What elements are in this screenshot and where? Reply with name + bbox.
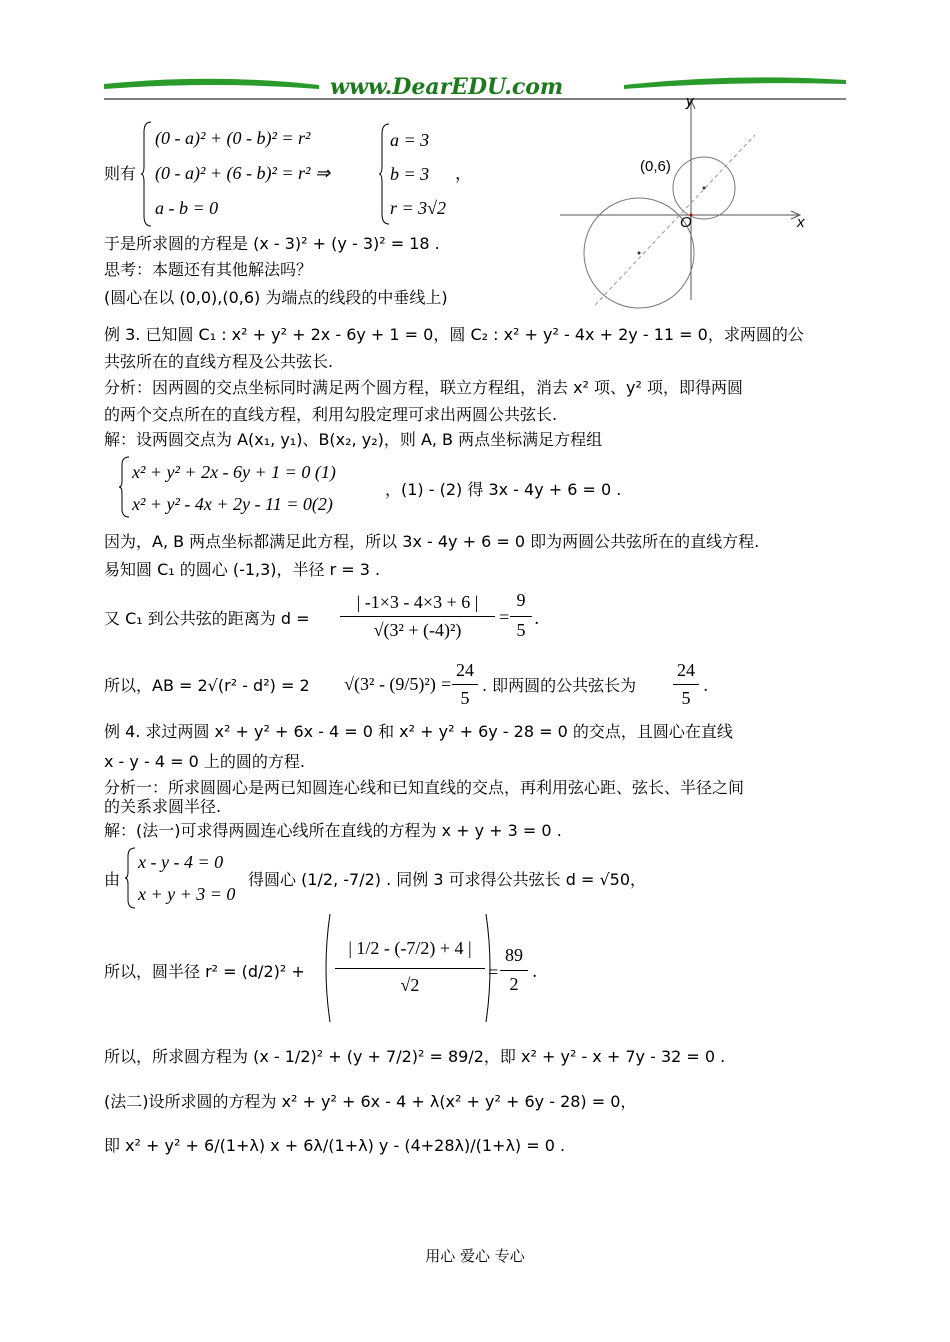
solution-row: a = 3: [390, 130, 430, 150]
footer-slogan: 用心 爱心 专心: [425, 1247, 525, 1265]
circle-figure: [555, 95, 815, 315]
text-line: 所以，所求圆方程为 (x - 1/2)² + (y + 7/2)² = 89/2，即 x² + y² - x + 7y - 32 = 0 .: [104, 1047, 726, 1066]
text-line: 共弦所在的直线方程及公共弦长.: [104, 352, 334, 371]
system-row: x - y - 4 = 0: [138, 852, 224, 872]
text-line: 例 3. 已知圆 C₁ : x² + y² + 2x - 6y + 1 = 0，圆 C₂ : x² + y² - 4x + 2y - 11 = 0，求两圆的公: [104, 325, 804, 344]
text-line: . 即两圆的公共弦长为: [482, 676, 637, 695]
point-label: (0,6): [640, 158, 671, 175]
text-line: 解：设两圆交点为 A(x₁, y₁)、B(x₂, y₂)，则 A, B 两点坐标满足方程组: [104, 430, 603, 449]
fraction-denominator: 5: [681, 688, 691, 708]
text-line: 由: [104, 870, 121, 889]
text-line: 的两个交点所在的直线方程，利用勾股定理可求出两圆公共弦长.: [104, 405, 558, 424]
system-row: a - b = 0: [155, 198, 219, 218]
text-line: 因为，A, B 两点坐标都满足此方程，所以 3x - 4y + 6 = 0 即为两圆公共弦所在的直线方程.: [104, 532, 760, 551]
solution-row: b = 3: [390, 164, 430, 184]
system-row: x² + y² - 4x + 2y - 11 = 0(2): [132, 494, 333, 514]
text-line: 又 C₁ 到公共弦的距离为 d =: [104, 609, 310, 628]
fraction-bar: [452, 684, 478, 685]
system-row: (0 - a)² + (6 - b)² = r² ⇒: [155, 163, 331, 183]
fraction-denominator: 5: [516, 620, 526, 640]
fraction-numerator: 89: [505, 945, 523, 965]
equals: =: [487, 962, 500, 982]
fraction-numerator: 9: [516, 590, 526, 610]
fraction-numerator: 24: [677, 660, 695, 680]
text-line: x - y - 4 = 0 上的圆的方程.: [104, 752, 305, 771]
solution-row: r = 3√2: [390, 198, 447, 218]
fraction-bar: [340, 616, 495, 617]
system-row: (0 - a)² + (0 - b)² = r²: [155, 128, 311, 148]
text-line: 所以，AB = 2√(r² - d²) = 2: [104, 676, 310, 695]
left-brace: [118, 455, 130, 519]
origin-label: O: [680, 214, 692, 231]
line-prefix: 则有: [104, 164, 137, 183]
fraction-numerator: | -1×3 - 4×3 + 6 |: [356, 592, 479, 612]
text-line: 于是所求圆的方程是 (x - 3)² + (y - 3)² = 18 .: [104, 234, 440, 253]
fraction-bar: [335, 968, 485, 969]
fraction-denominator: 5: [460, 688, 470, 708]
text-line: (法二)设所求圆的方程为 x² + y² + 6x - 4 + λ(x² + y² + 6y - 28) = 0，: [104, 1092, 637, 1111]
equals: =: [440, 674, 453, 694]
system-row: x + y + 3 = 0: [138, 884, 236, 904]
left-brace: [124, 846, 136, 910]
text-line: (圆心在以 (0,0),(0,6) 为端点的线段的中垂线上): [104, 288, 448, 307]
text-line: 分析：因两圆的交点坐标同时满足两个圆方程，联立方程组，消去 x² 项、y² 项，即得两圆: [104, 378, 744, 397]
text-line: ，(1) - (2) 得 3x - 4y + 6 = 0 .: [385, 480, 622, 499]
fraction-numerator: | 1/2 - (-7/2) + 4 |: [348, 938, 472, 958]
fraction-bar: [673, 684, 699, 685]
text-line: 解：(法一)可求得两圆连心线所在直线的方程为 x + y + 3 = 0 .: [104, 821, 562, 840]
fraction-denominator: 2: [509, 974, 519, 994]
fraction-numerator: 24: [456, 660, 474, 680]
left-brace: [378, 122, 390, 226]
y-axis-label: y: [686, 93, 694, 110]
text-line: 例 4. 求过两圆 x² + y² + 6x - 4 = 0 和 x² + y² + 6y - 28 = 0 的交点，且圆心在直线: [104, 722, 733, 741]
period: .: [532, 962, 538, 982]
fraction-bar: [500, 970, 528, 971]
text-line: 分析一：所求圆圆心是两已知圆连心线和已知直线的交点，再利用弦心距、弦长、半径之间: [104, 778, 745, 797]
system-row: x² + y² + 2x - 6y + 1 = 0 (1): [132, 462, 336, 482]
equals: =: [498, 607, 511, 627]
text-line: 易知圆 C₁ 的圆心 (-1,3)，半径 r = 3 .: [104, 560, 381, 579]
text-line: 思考：本题还有其他解法吗？: [104, 260, 313, 279]
fraction-denominator: √2: [400, 975, 420, 995]
text-line: 得圆心 (1/2, -7/2) . 同例 3 可求得公共弦长 d = √50，: [248, 870, 647, 889]
comma: ，: [455, 164, 472, 184]
text-line: 的关系求圆半径.: [104, 797, 222, 816]
text-line: 所以，圆半径 r² = (d/2)² +: [104, 962, 305, 981]
text-line: 即 x² + y² + 6/(1+λ) x + 6λ/(1+λ) y - (4+28λ)/(1+λ) = 0 .: [104, 1136, 566, 1155]
left-brace: [140, 120, 152, 228]
fraction-bar: [510, 616, 532, 617]
period: .: [534, 609, 540, 629]
radical: √(3² - (9/5)²): [344, 674, 436, 694]
x-axis-label: x: [797, 214, 805, 231]
site-logo: www.DearEDU.com: [330, 74, 564, 100]
fraction-denominator: √(3² + (-4)²): [373, 620, 462, 640]
period: .: [703, 676, 709, 696]
